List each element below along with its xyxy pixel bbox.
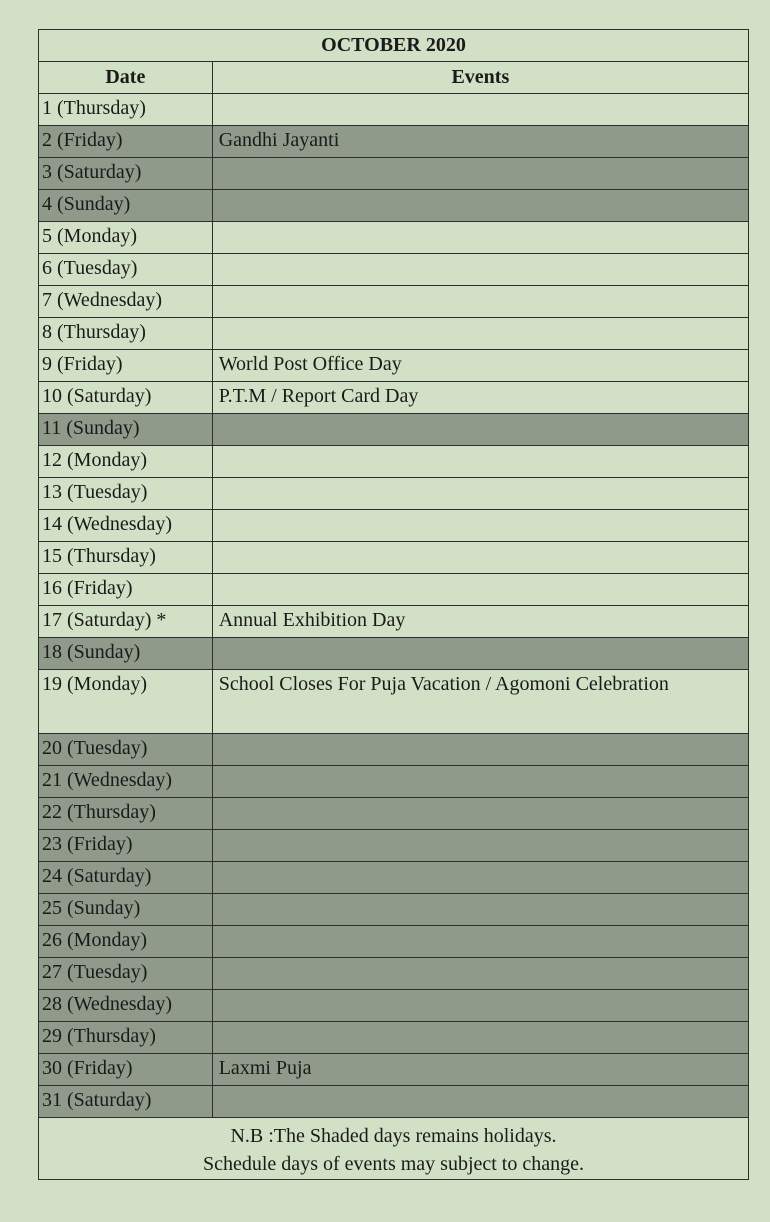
table-row (39, 350, 749, 382)
table-row (39, 478, 749, 510)
date-cell: 2 (Friday) (39, 126, 213, 158)
event-cell (212, 446, 748, 478)
date-cell: 17 (Saturday) * (39, 606, 213, 638)
footer-note (39, 1118, 749, 1180)
table-row (39, 606, 749, 638)
event-cell: Laxmi Puja (212, 1054, 748, 1086)
event-cell (212, 94, 748, 126)
calendar-rows (39, 94, 749, 1118)
event-cell (212, 478, 748, 510)
table-row (39, 638, 749, 670)
date-cell: 23 (Friday) (39, 830, 213, 862)
date-cell: 7 (Wednesday) (39, 286, 213, 318)
table-row (39, 286, 749, 318)
date-cell: 21 (Wednesday) (39, 766, 213, 798)
date-cell: 28 (Wednesday) (39, 990, 213, 1022)
date-cell: 12 (Monday) (39, 446, 213, 478)
footer-note-line-1: N.B :The Shaded days remains holidays. (230, 1125, 557, 1147)
date-cell: 1 (Thursday) (39, 94, 213, 126)
event-cell (212, 286, 748, 318)
table-row (39, 126, 749, 158)
date-cell: 20 (Tuesday) (39, 734, 213, 766)
table-row (39, 958, 749, 990)
table-row (39, 926, 749, 958)
event-cell (212, 1022, 748, 1054)
date-column-header: Date (39, 62, 213, 94)
table-row (39, 414, 749, 446)
event-cell (212, 542, 748, 574)
event-cell (212, 1086, 748, 1118)
date-cell: 26 (Monday) (39, 926, 213, 958)
table-row (39, 734, 749, 766)
date-cell: 11 (Sunday) (39, 414, 213, 446)
date-cell: 27 (Tuesday) (39, 958, 213, 990)
table-row (39, 1054, 749, 1086)
table-row (39, 1086, 749, 1118)
table-row (39, 798, 749, 830)
date-cell: 10 (Saturday) (39, 382, 213, 414)
title-row (39, 30, 749, 62)
footer-note-line-2: Schedule days of events may subject to change. (203, 1153, 584, 1175)
table-row (39, 574, 749, 606)
event-cell (212, 926, 748, 958)
table-row (39, 990, 749, 1022)
event-cell (212, 638, 748, 670)
event-cell (212, 862, 748, 894)
event-cell (212, 190, 748, 222)
event-cell (212, 158, 748, 190)
event-cell (212, 414, 748, 446)
date-cell: 9 (Friday) (39, 350, 213, 382)
event-cell: Gandhi Jayanti (212, 126, 748, 158)
date-cell: 29 (Thursday) (39, 1022, 213, 1054)
table-row (39, 542, 749, 574)
table-row (39, 830, 749, 862)
calendar-title: OCTOBER 2020 (39, 30, 749, 62)
table-row (39, 158, 749, 190)
table-row (39, 318, 749, 350)
date-cell: 16 (Friday) (39, 574, 213, 606)
table-row (39, 1022, 749, 1054)
table-row (39, 94, 749, 126)
table-row (39, 766, 749, 798)
table-row (39, 190, 749, 222)
events-column-header: Events (212, 62, 748, 94)
table-row (39, 510, 749, 542)
event-cell (212, 510, 748, 542)
date-cell: 22 (Thursday) (39, 798, 213, 830)
table-row (39, 446, 749, 478)
date-cell: 30 (Friday) (39, 1054, 213, 1086)
event-cell (212, 990, 748, 1022)
table-row (39, 382, 749, 414)
table-row (39, 670, 749, 734)
event-cell: P.T.M / Report Card Day (212, 382, 748, 414)
date-cell: 14 (Wednesday) (39, 510, 213, 542)
date-cell: 5 (Monday) (39, 222, 213, 254)
date-cell: 13 (Tuesday) (39, 478, 213, 510)
october-calendar-table (38, 29, 749, 1180)
date-cell: 19 (Monday) (39, 670, 213, 734)
date-cell: 25 (Sunday) (39, 894, 213, 926)
event-cell (212, 574, 748, 606)
event-cell (212, 254, 748, 286)
date-cell: 18 (Sunday) (39, 638, 213, 670)
event-cell (212, 798, 748, 830)
date-cell: 3 (Saturday) (39, 158, 213, 190)
event-cell (212, 222, 748, 254)
event-cell: World Post Office Day (212, 350, 748, 382)
table-row (39, 254, 749, 286)
event-cell (212, 318, 748, 350)
event-cell (212, 734, 748, 766)
event-cell (212, 766, 748, 798)
header-row (39, 62, 749, 94)
date-cell: 6 (Tuesday) (39, 254, 213, 286)
table-row (39, 894, 749, 926)
footer-row (39, 1118, 749, 1180)
date-cell: 15 (Thursday) (39, 542, 213, 574)
event-cell: School Closes For Puja Vacation / Agomoni Celebration (212, 670, 748, 734)
date-cell: 4 (Sunday) (39, 190, 213, 222)
date-cell: 24 (Saturday) (39, 862, 213, 894)
date-cell: 31 (Saturday) (39, 1086, 213, 1118)
table-row (39, 222, 749, 254)
table-row (39, 862, 749, 894)
event-cell (212, 894, 748, 926)
date-cell: 8 (Thursday) (39, 318, 213, 350)
event-cell: Annual Exhibition Day (212, 606, 748, 638)
event-cell (212, 830, 748, 862)
event-cell (212, 958, 748, 990)
